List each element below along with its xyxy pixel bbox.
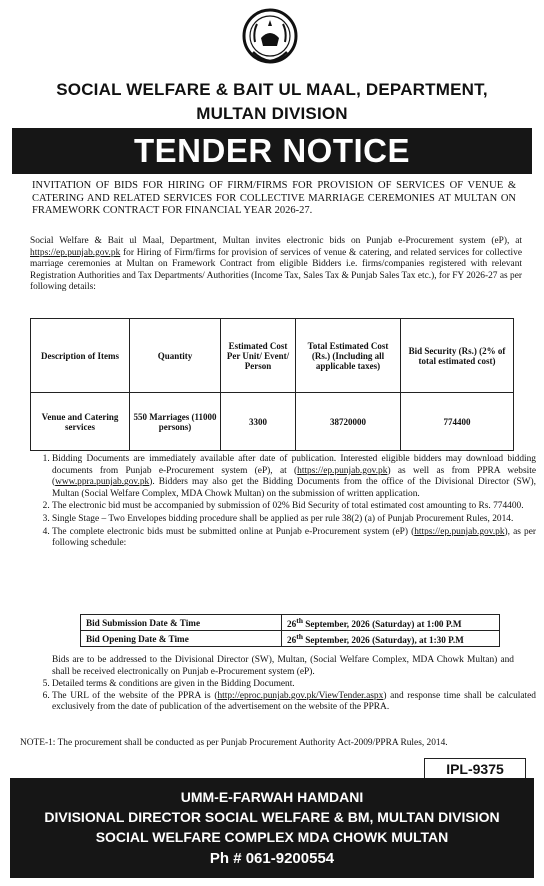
cell-description: Venue and Catering services bbox=[31, 393, 130, 451]
schedule-day: 26 bbox=[287, 619, 297, 630]
intro-text-after: for Hiring of Firm/firms for provision of services of venue & catering, and related services for collective marriage ceremonies at Multan on Framework Contract from eligible Bidders i.e. firms/companies registered with relevant Registration Authorities and Tax Departments/ Authorities (Income Tax, Sales Tax & Punjab Sales Tax etc.), for FY 2026-27 as per following details: bbox=[30, 247, 522, 293]
government-emblem-icon bbox=[239, 6, 301, 68]
phone-number: Ph # 061-9200554 bbox=[209, 850, 335, 867]
office-address: SOCIAL WELFARE COMPLEX MDA CHOWK MULTAN bbox=[95, 829, 449, 845]
bids-table bbox=[30, 318, 514, 451]
terms-list bbox=[30, 454, 536, 551]
cell-total-cost: 38720000 bbox=[296, 393, 401, 451]
department-name: SOCIAL WELFARE & BAIT UL MAAL, DEPARTMENT, bbox=[56, 80, 488, 99]
ppra-website-link[interactable]: www.ppra.punjab.gov.pk bbox=[55, 477, 150, 488]
table-row bbox=[31, 393, 514, 451]
terms-list-continued bbox=[30, 679, 536, 714]
schedule-label: Bid Submission Date & Time bbox=[81, 615, 282, 631]
cell-bid-security: 774400 bbox=[401, 393, 514, 451]
term-3-text: Single Stage – Two Envelopes bidding procedure shall be applied as per rule 38(2) (a) of Punjab Procurement Rules, 2014. bbox=[52, 513, 514, 524]
table-row bbox=[81, 615, 500, 631]
eprocurement-link[interactable]: https://ep.punjab.gov.pk bbox=[414, 526, 505, 537]
col-bid-security-header: Bid Security (Rs.) (2% of total estimated cost) bbox=[401, 319, 514, 393]
col-total-cost-header: Total Estimated Cost (Rs.) (Including all applicable taxes) bbox=[296, 319, 401, 393]
schedule-value bbox=[282, 631, 500, 647]
eprocurement-link[interactable]: https://ep.punjab.gov.pk bbox=[297, 465, 388, 476]
list-item bbox=[52, 454, 536, 500]
col-description-header: Description of Items bbox=[31, 319, 130, 393]
term-1-text-middle: ) as well as from PPRA website ( bbox=[52, 465, 536, 488]
term-2-text: The electronic bid must be accompanied by submission of 02% Bid Security of total estimated cost amounting to Rs. 774400. bbox=[52, 501, 524, 512]
intro-text-before: Social Welfare & Bait ul Maal, Department, Multan invites electronic bids on Punjab e-Procurement system (eP), at bbox=[30, 236, 522, 246]
term-6-text-before: The URL of the website of the PPRA is ( bbox=[52, 690, 218, 701]
schedule-day-suffix: th bbox=[296, 632, 303, 642]
signature-footer bbox=[10, 778, 534, 878]
cell-estimated-cost: 3300 bbox=[221, 393, 296, 451]
division-name: MULTAN DIVISION bbox=[196, 104, 348, 123]
list-item bbox=[52, 679, 536, 691]
bids-table-header-row bbox=[31, 319, 514, 393]
intro-paragraph bbox=[30, 236, 522, 294]
list-item bbox=[52, 501, 536, 513]
schedule-label: Bid Opening Date & Time bbox=[81, 631, 282, 647]
col-estimated-cost-header: Estimated Cost Per Unit/ Event/ Person bbox=[221, 319, 296, 393]
notice-heading: INVITATION OF BIDS FOR HIRING OF FIRM/FIRMS FOR PROVISION OF SERVICES OF VENUE & CATERING AND RELATED SERVICES FOR COLLECTIVE MARRIAGE CEREMONIES AT MULTAN ON FRAMEWORK CONTRACT FOR FINANCIAL YEAR 2026-27. bbox=[32, 180, 516, 216]
schedule-value bbox=[282, 615, 500, 631]
term-1-text-before: Bidding Documents are immediately available after date of publication. Interested eligible bidders may download bidding documents from Punjab e-Procurement system (eP), at ( bbox=[52, 454, 536, 476]
schedule-day: 26 bbox=[287, 635, 297, 646]
list-item bbox=[52, 527, 536, 550]
schedule-day-suffix: th bbox=[296, 616, 303, 625]
ad-code-badge: IPL-9375 bbox=[424, 758, 526, 780]
schedule-datetime: September, 2026 (Saturday), at 1:30 P.M bbox=[303, 635, 464, 646]
ppra-tender-link[interactable]: http://eproc.punjab.gov.pk/ViewTender.aspx bbox=[217, 690, 384, 701]
officer-name: UMM-E-FARWAH HAMDANI bbox=[180, 789, 364, 805]
list-item bbox=[52, 514, 536, 526]
term-6-text-after: ) and response time shall be calculated exclusively from the date of publication of the advertisement on the website of the PPRA. bbox=[52, 690, 536, 713]
term-1-text-after: ). Bidders may also get the Bidding Documents from the office of the Divisional Director (SW), Multan (Social Welfare Complex, MDA Chowk Multan) on the submission of written application. bbox=[52, 477, 536, 499]
term-5-text: Detailed terms & conditions are given in the Bidding Document. bbox=[52, 679, 295, 689]
tender-notice-banner: TENDER NOTICE bbox=[12, 128, 532, 174]
list-item bbox=[52, 691, 536, 714]
table-row bbox=[81, 631, 500, 647]
term-4-text-after: ), as per following schedule: bbox=[52, 526, 536, 549]
schedule-table bbox=[80, 614, 500, 647]
eprocurement-link[interactable]: https://ep.punjab.gov.pk bbox=[30, 247, 121, 258]
cell-quantity: 550 Marriages (11000 persons) bbox=[130, 393, 221, 451]
col-quantity-header: Quantity bbox=[130, 319, 221, 393]
term-4-text-before: The complete electronic bids must be submitted online at Punjab e-Procurement system (eP) ( bbox=[52, 526, 415, 537]
schedule-datetime: September, 2026 (Saturday) at 1:00 P.M bbox=[303, 619, 462, 630]
bids-address-paragraph: Bids are to be addressed to the Divisional Director (SW), Multan, (Social Welfare Complex, MDA Chowk Multan) and shall be received electronically on Punjab e-Procurement system (eP). bbox=[52, 655, 514, 677]
procurement-note: NOTE-1: The procurement shall be conducted as per Punjab Procurement Authority Act-2009/PPRA Rules, 2014. bbox=[20, 738, 448, 748]
officer-designation: DIVISIONAL DIRECTOR SOCIAL WELFARE & BM, MULTAN DIVISION bbox=[44, 809, 500, 825]
